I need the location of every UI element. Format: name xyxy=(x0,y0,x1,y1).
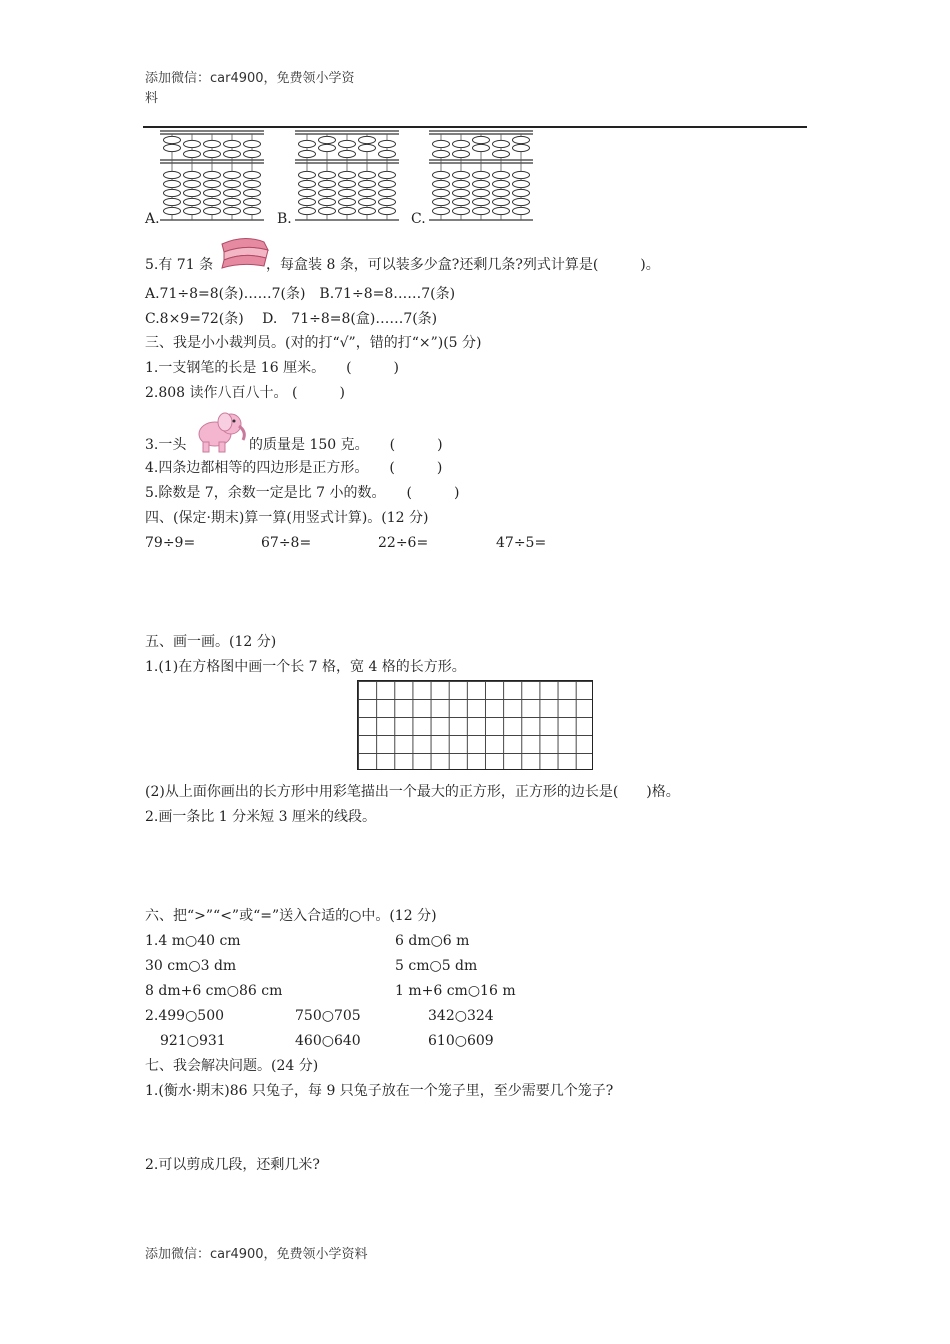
option-b-label: B. xyxy=(277,211,292,227)
compare-1-left: 1.4 m○40 cm xyxy=(145,933,241,949)
section5-title: 五、画一画。(12 分) xyxy=(145,634,277,650)
option-c-label: C. xyxy=(411,211,426,227)
section4-problem-2: 67÷8= xyxy=(261,535,312,551)
section3-title: 三、我是小小裁判员。(对的打“√”，错的打“×”)(5 分) xyxy=(145,335,482,351)
compare-2-right: 5 cm○5 dm xyxy=(395,958,478,974)
option-a-label: A. xyxy=(145,211,160,227)
section4-title: 四、(保定·期末)算一算(用竖式计算)。(12 分) xyxy=(145,510,429,526)
abacus-a-image xyxy=(160,130,264,222)
section5-q1-part2: (2)从上面你画出的长方形中用彩笔描出一个最大的正方形，正方形的边长是( )格。 xyxy=(145,784,680,800)
header-line-1: 添加微信：car4900，免费领小学资 xyxy=(145,71,355,86)
q5-suffix: ，每盒装 8 条，可以装多少盒?还剩几条?列式计算是( )。 xyxy=(266,257,660,273)
footer-text: 添加微信：car4900，免费领小学资料 xyxy=(145,1247,368,1262)
section3-item-3-suffix: 的质量是 150 克。 ( ) xyxy=(249,437,443,453)
compare-3-right: 1 m+6 cm○16 m xyxy=(395,983,516,999)
compare-5-c: 610○609 xyxy=(428,1033,494,1049)
elephant-image xyxy=(191,404,247,456)
section7-title: 七、我会解决问题。(24 分) xyxy=(145,1058,319,1074)
abacus-b-image xyxy=(295,130,399,222)
compare-5-a: 921○931 xyxy=(160,1033,226,1049)
abacus-c-image xyxy=(429,130,533,222)
section6-title: 六、把“>”“<”或“=”送入合适的○中。(12 分) xyxy=(145,908,437,924)
q5-prefix: 5.有 71 条 xyxy=(145,257,214,273)
square-grid[interactable] xyxy=(357,680,593,770)
compare-1-right: 6 dm○6 m xyxy=(395,933,470,949)
q5-options-ab: A.71÷8=8(条)……7(条) B.71÷8=8……7(条) xyxy=(145,286,456,302)
compare-4-c: 342○324 xyxy=(428,1008,494,1024)
compare-4-b: 750○705 xyxy=(295,1008,361,1024)
section3-item-1: 1.一支钢笔的长是 16 厘米。 ( ) xyxy=(145,360,399,376)
compare-2-left: 30 cm○3 dm xyxy=(145,958,237,974)
section3-item-3-prefix: 3.一头 xyxy=(145,437,187,453)
q5-options-cd: C.8×9=72(条) D. 71÷8=8(盒)……7(条) xyxy=(145,311,438,327)
section4-problem-1: 79÷9= xyxy=(145,535,196,551)
section3-item-4: 4.四条边都相等的四边形是正方形。 ( ) xyxy=(145,460,443,476)
header-line-2: 料 xyxy=(145,91,159,106)
fish-box-image xyxy=(218,236,270,272)
section4-problem-3: 22÷6= xyxy=(378,535,429,551)
section3-item-5: 5.除数是 7，余数一定是比 7 小的数。 ( ) xyxy=(145,485,460,501)
compare-4-a: 2.499○500 xyxy=(145,1008,225,1024)
header-divider xyxy=(143,126,807,128)
section7-q2: 2.可以剪成几段，还剩几米? xyxy=(145,1157,320,1173)
section5-q1: 1.(1)在方格图中画一个长 7 格，宽 4 格的长方形。 xyxy=(145,659,466,675)
section5-q2: 2.画一条比 1 分米短 3 厘米的线段。 xyxy=(145,809,376,825)
section3-item-2: 2.808 读作八百八十。 ( ) xyxy=(145,385,345,401)
section7-q1: 1.(衡水·期末)86 只兔子，每 9 只兔子放在一个笼子里，至少需要几个笼子? xyxy=(145,1083,614,1099)
section4-problem-4: 47÷5= xyxy=(496,535,547,551)
compare-5-b: 460○640 xyxy=(295,1033,361,1049)
compare-3-left: 8 dm+6 cm○86 cm xyxy=(145,983,283,999)
